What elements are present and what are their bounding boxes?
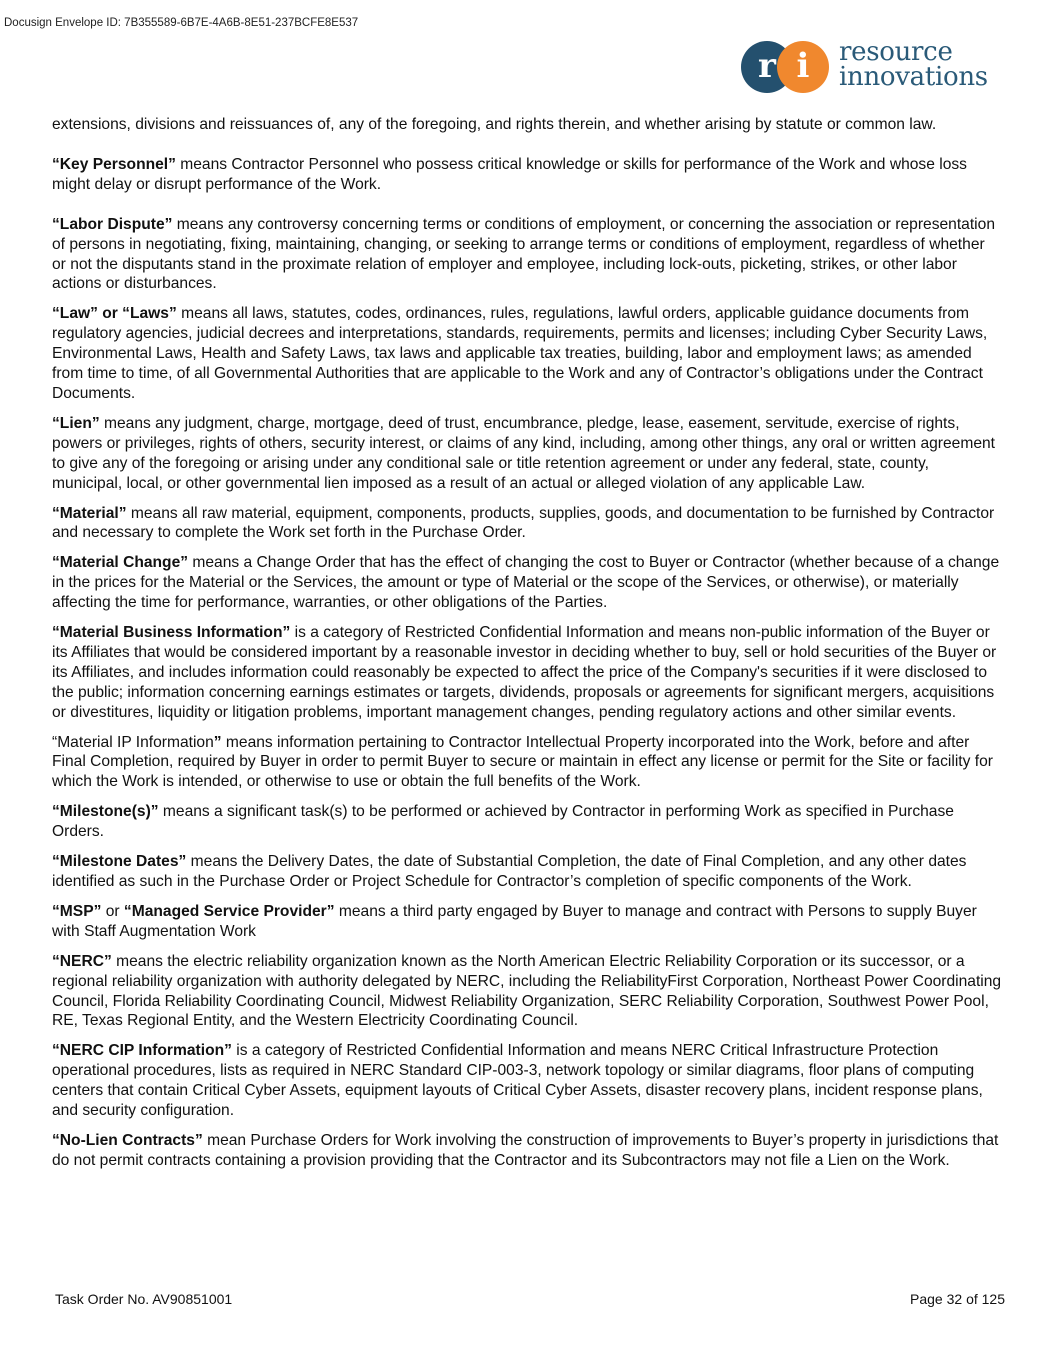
definition-paragraph (52, 155, 1002, 195)
definition-paragraph (52, 115, 1002, 135)
definition-paragraph (52, 852, 1002, 892)
logo-wordmark (839, 37, 988, 92)
definition-term: ” (213, 733, 222, 751)
definition-term: “No-Lien Contracts” (52, 1131, 203, 1149)
definition-text: means a Change Order that has the effect of changing the cost to Buyer or Contractor (whether because of a change in the prices for the Material or the Services, the amount or type of Material or the scope of the Services, or otherwise), or materially affecting the time for performance, warranties, or other obligations of the Parties. (52, 554, 1000, 612)
task-order-number: Task Order No. AV90851001 (55, 1291, 233, 1307)
definition-term: “MSP” (52, 902, 102, 920)
definition-paragraph (52, 802, 1002, 842)
definition-paragraph (52, 733, 1002, 793)
definition-paragraph (52, 414, 1002, 494)
definition-text: means Contractor Personnel who possess critical knowledge or skills for performance of the Work and whose loss might delay or disrupt performance of the Work. (52, 155, 967, 193)
definition-term: “Material Business Information” (52, 624, 291, 642)
definition-term: “Milestone(s)” (52, 803, 159, 821)
definition-connector: or (101, 902, 124, 920)
definition-paragraph (52, 553, 1002, 613)
definition-text: means any controversy concerning terms or conditions of employment, or concerning the association or representation of persons in negotiating, fixing, maintaining, changing, or seeking to arrange terms or conditions of employment, regardless of whether or not the disputants stand in the proximate relation of employer and employee, including lock-outs, picketing, strikes, or other labor actions or disturbances. (52, 215, 995, 293)
logo-line-1: resource (839, 37, 953, 67)
definition-text: extensions, divisions and reissuances of, any of the foregoing, and rights therein, and whether arising by statute or common law. (52, 116, 937, 133)
definition-text: means all raw material, equipment, components, products, supplies, goods, and documentation to be furnished by Contractor and necessary to complete the Work set forth in the Purchase Order. (52, 504, 995, 542)
definition-text: means all laws, statutes, codes, ordinances, rules, regulations, lawful orders, applicable guidance documents from regulatory agencies, judicial decrees and interpretations, standards, requirements, permits and licenses; including Cyber Security Laws, Environmental Laws, Health and Safety Laws, tax laws and applicable tax treaties, building, labor and employment laws; as amended from time to time, of all Governmental Authorities that are applicable to the Work and any of Contractor’s obligations under the Contract Documents. (52, 305, 988, 402)
logo-line-2: innovations (839, 62, 988, 92)
definition-text: means a third party engaged by Buyer to manage and contract with Persons to supply Buyer with Staff Augmentation Work (52, 902, 977, 940)
logo-i-circle (777, 41, 829, 93)
definition-text: means the electric reliability organization known as the North American Electric Reliability Corporation or its successor, or a regional reliability organization with authority delegated by NERC, including the ReliabilityFirst Corporation, Northeast Power Coordinating Council, Florida Reliability Coordinating Council, Midwest Reliability Organization, SERC Reliability Corporation, Southwest Power Pool, RE, Texas Regional Entity, and the Western Electricity Coordinating Council. (52, 952, 1002, 1030)
definition-text: means a significant task(s) to be performed or achieved by Contractor in performing Work as specified in Purchase Orders. (52, 803, 954, 841)
docusign-envelope-id: Docusign Envelope ID: 7B355589-6B7E-4A6B-8E51-237BCFE8E537 (4, 17, 359, 29)
definition-term: “Material” (52, 504, 127, 522)
definition-paragraph (52, 1041, 1002, 1121)
definition-term: “NERC CIP Information” (52, 1042, 232, 1060)
definitions-body (52, 115, 1002, 1181)
definition-term-plain: “Material IP Information (52, 733, 214, 751)
definition-term: “Material Change” (52, 554, 189, 572)
definition-text: means the Delivery Dates, the date of Substantial Completion, the date of Final Completion, and any other dates identified as such in the Purchase Order or Project Schedule for Contractor’s completion of specific components of the Work. (52, 853, 967, 890)
definition-term: “Law” or “Laws” (52, 305, 177, 323)
definition-paragraph (52, 215, 1002, 295)
definition-text: means any judgment, charge, mortgage, deed of trust, encumbrance, pledge, lease, easement, servitude, exercise of rights, powers or privileges, rights of others, security interest, or claims of any kind, including, among other things, any oral or written agreement to give any of the foregoing or arising under any conditional sale or title retention agreement or under any federal, state, county, municipal, local, or other governmental lien imposed as a result of an actual or alleged violation of any applicable Law. (52, 414, 995, 492)
definition-text: mean Purchase Orders for Work involving the construction of improvements to Buyer’s property in jurisdictions that do not permit contracts containing a provision providing that the Contractor and its Subcontractors may not file a Lien on the Work. (52, 1131, 999, 1169)
definition-paragraph (52, 902, 1002, 942)
definition-text: is a category of Restricted Confidential Information and means non-public information of the Buyer or its Affiliates that would be considered important by a reasonable investor in deciding whether to buy, sell or hold securities of the Buyer or its Affiliates, and includes information could reasonably be expected to affect the price of the Company's securities if it were disclosed to the public; information concerning earnings estimates or targets, dividends, proposals or agreements for significant mergers, acquisitions or divestitures, liquidity or litigation problems, important management changes, pending regulatory actions and other similar events. (52, 624, 997, 721)
definition-term: “Key Personnel” (52, 155, 176, 173)
definition-text: is a category of Restricted Confidential Information and means NERC Critical Infrastructure Protection operational procedures, lists as required in NERC Standard CIP-003-3, network topology or similar diagrams, floor plans of computing centers that contain Critical Cyber Assets, equipment layouts of Critical Cyber Assets, disaster recovery plans, incident response plans, and security configuration. (52, 1042, 983, 1120)
logo-r-circle: r (741, 41, 793, 93)
definition-paragraph (52, 952, 1002, 1032)
logo-i-letter: i (796, 46, 810, 86)
definition-paragraph (52, 504, 1002, 544)
definition-term: “Lien” (52, 414, 100, 432)
definition-paragraph (52, 623, 1002, 723)
definition-term: “Milestone Dates” (52, 853, 187, 871)
resource-innovations-logo (741, 37, 1011, 95)
definition-term: “NERC” (52, 952, 112, 970)
page-number: Page 32 of 125 (910, 1291, 1005, 1307)
definition-paragraph (52, 1131, 1002, 1171)
definition-text: means information pertaining to Contractor Intellectual Property incorporated into the Work, before and after Final Completion, required by Buyer in order to permit Buyer to secure or maintain in effect any license or permit for the Site or facility for which the Work is intended, or otherwise to use or obtain the full benefits of the Work. (52, 733, 993, 791)
definition-term: “Managed Service Provider” (123, 902, 335, 920)
definition-paragraph (52, 304, 1002, 404)
definition-term: “Labor Dispute” (52, 215, 173, 233)
